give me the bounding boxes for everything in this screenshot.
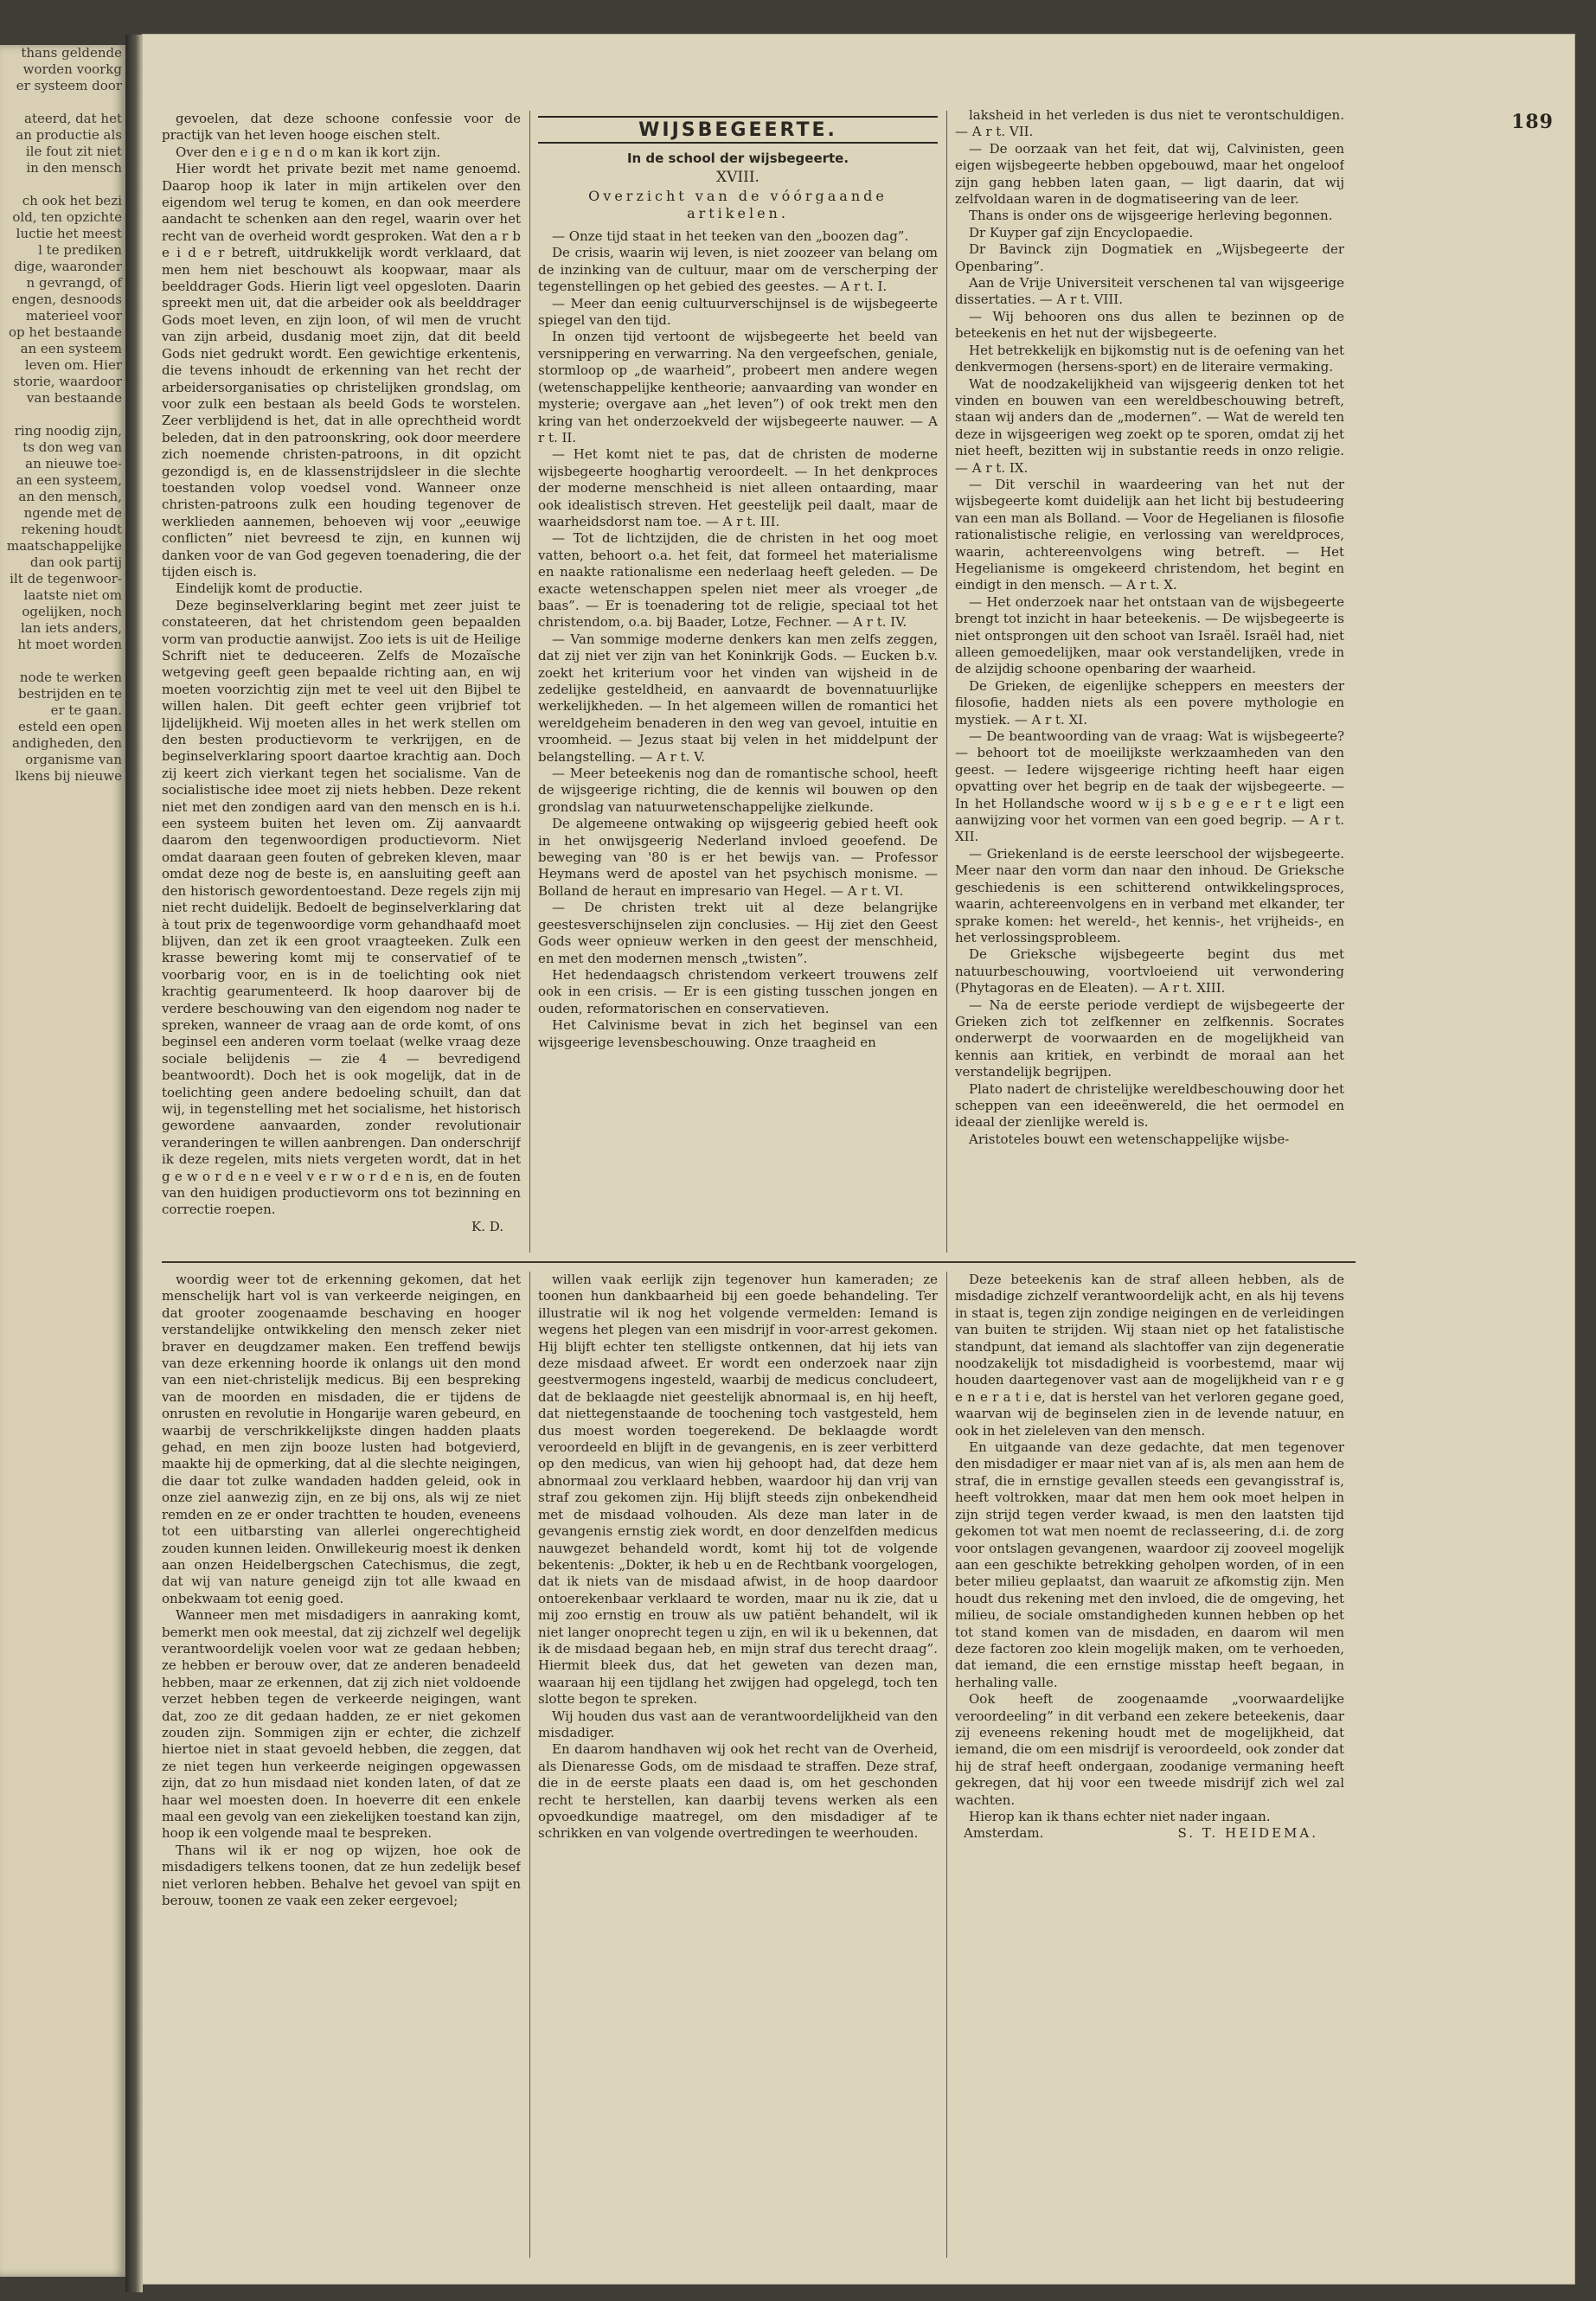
previous-page-fragment: an een systeem — [20, 341, 122, 356]
previous-page-fragment: thans geldende — [21, 45, 122, 61]
criminology-paragraph: Wanneer men met misdadigers in aanraking komt, bemerkt men ook meestal, dat zij zichzelf wel degelijk verantwoordelijk voelen voor wat ze gedaan hebben; ze hebben er berouw over, dat ze anderen benadeeld hebben, maar ze erkennen, dat zij zich niet voldoende verzet hebben tegen de verkeerde neigingen, want dat, zoo ze dit gedaan hadden, ze er niet gekomen zouden zijn. Sommigen zijn er echter, die zichzelf hiertoe niet in staat gevoeld hebben, die zeggen, dat ze niet tegen hun verkeerde neigingen opgewassen zijn, dat zo hun misdaad niet konden laten, of dat ze haar wel moesten doen. In hoeverre dit een enkele maal een gevolg van een ziekelijken toestand kan zijn, hoop ik een volgende maal te bespreken. — [162, 1607, 521, 1842]
author-signature-heidema — [955, 1825, 1344, 1842]
article-heading: Overzicht van de vóórgaande artikelen. — [588, 188, 888, 221]
previous-page-fragment: l te prediken — [38, 242, 122, 258]
wijsbegeerte-cont-paragraph: — Wij behooren ons dus allen te bezinnen op de beteekenis en het nut der wijsbegeerte. — [955, 308, 1344, 342]
criminology-paragraph: Hierop kan ik thans echter niet nader ingaan. — [969, 1809, 1271, 1824]
criminology-paragraph: Wij houden dus vast aan de verantwoordelijkheid van den misdadiger. — [538, 1708, 938, 1740]
criminology-paragraph: En daarom handhaven wij ook het recht van de Overheid, als Dienaresse Gods, om de misdaad te straffen. Deze straf, die in de eerste plaats een daad is, om het geschonden recht te herstellen, kan daarbij tevens werken als een opvoedkundige maatregel, om den misdadiger af te schrikken en van volgende overtredingen te weerhouden. — [538, 1741, 938, 1842]
previous-page-fragment: storie, waardoor — [13, 374, 122, 389]
wijsbegeerte-cont-paragraph: Aan de Vrije Universiteit verschenen tal van wijsgeerige dissertaties. — A r t. VIII. — [955, 275, 1344, 308]
previous-page-fragment: ogelijken, noch — [22, 604, 122, 619]
column-divider — [946, 1272, 947, 2258]
previous-page-fragment: in den mensch — [26, 160, 122, 176]
article-subtitle: In de school der wijsbegeerte. — [626, 151, 849, 167]
previous-page-fragment: dan ook partij — [29, 554, 122, 570]
previous-page-fragment — [0, 94, 125, 111]
previous-page-fragment — [0, 653, 125, 670]
wijsbegeerte-cont-paragraph: — Het onderzoek naar het ontstaan van de wijsbegeerte brengt tot inzicht in haar beteekenis. — De wijsbegeerte is niet ontsprongen uit den schoot van Israël. Israël had, niet alleen gemoedelijken, maar ook verstandelijken, vrede in de alzijdig schoone openbaring der waarheid. — [955, 593, 1344, 677]
previous-page-fragment: an nieuwe toe- — [25, 456, 122, 471]
previous-page-fragment: bestrijden en te — [18, 686, 122, 702]
previous-page-fragment: esteld een open — [18, 719, 122, 734]
production-paragraph: Deze beginselverklaring begint met zeer juist te constateeren, dat het christendom geen bepaalden vorm van productie aanwijst. Zoo iets is uit de Heilige Schrift niet te deduceeren. Zelfs de Mozaïsche wetgeving geeft geen bepaalde richting aan, en wij moeten voorzichtig zijn met te veel uit den Bijbel te willen halen. Dit geeft echter geen vrijbrief tot lijdelijkheid. Wij moeten alles in het werk stellen om den besten productievorm te verkrijgen, en de beginselverklaring spoort daartoe krachtig aan. Doch zij keert zich vierkant tegen het socialisme. Van de socialistische idee moet zij niets hebben. Deze rekent niet met den zondigen aard van den mensch en is h.i. een systeem buiten het leven om. Zij aanvaardt daarom den tegenwoordigen productievorm. Niet omdat daaraan geen fouten of gebreken kleven, maar omdat deze nog de beste is, en aansluiting geeft aan den historisch gewordentoestand. Deze regels zijn mij niet recht duidelijk. Bedoelt de beginselverklaring dat à tout prix de tegenwoordige vorm gehandhaafd moet blijven, dan zet ik een groot vraagteeken. Zulk een krasse bewering komt mij te conservatief of te voorbarig voor, en is in de toelichting ook niet krachtig gearumenteerd. Ik hoop daarover bij de verdere beschouwing van den eigendom nog nader te spreken, wanneer de vraag aan de orde komt, of ons beginsel een anderen vorm toelaat (welke vraag deze sociale belijdenis — zie 4 — bevredigend beantwoordt). Doch het is ook mogelijk, dat in de toelichting geen andere bedoeling schuilt, dan dat wij, in tegenstelling met het socialisme, het historisch gewordene aanvaarden, zonder revolutionair veranderingen te willen aanbrengen. Dan onderschrijf ik deze regelen, mits niets vergeten wordt, dat in het g e w o r d e n e veel v e r w o r d e n is, en de fouten van den huidigen productievorm ons tot bezinning en correctie roepen. — [162, 597, 521, 1218]
wijsbegeerte-cont-paragraph: De Grieksche wijsbegeerte begint dus met natuurbeschouwing, voortvloeiend uit verwondering (Phytagoras en de Eleaten). — A r t. XIII. — [955, 946, 1344, 997]
column-criminology-part2 — [538, 1272, 938, 2266]
wijsbegeerte-paragraph: — Tot de lichtzijden, die de christen in het oog moet vatten, behoort o.a. het feit, dat formeel het materialisme en naakte rationalisme een nederlaag heeft geleden. — De exacte wetenschappen spelen niet meer als vroeger „de baas”. — Er is toenadering tot de religie, speciaal tot het christendom, o.a. bij Baader, Lotze, Fechner. — A r t. IV. — [538, 530, 938, 631]
wijsbegeerte-cont-paragraph: Aristoteles bouwt een wetenschappelijke wijsbe- — [969, 1131, 1290, 1147]
previous-page-fragment: er te gaan. — [50, 702, 122, 718]
criminology-paragraph: En uitgaande van deze gedachte, dat men tegenover den misdadiger er maar niet van af is, als men aan hem de straf, die in ernstige gevallen steeds een gevangisstraf is, heeft voltrokken, maar dat men hem ook moet helpen in zijn strijd tegen verder kwaad, is men den laatsten tijd gekomen tot wat men noemt de reclasseering, d.i. de zorg voor ontslagen gevangenen, waardoor zij zooveel mogelijk aan een geschikte betrekking geholpen worden, of in een beter milieu geplaatst, dan waaruit ze afkomstig zijn. Men houdt dus rekening met den invloed, die de omgeving, het milieu, de sociale omstandigheden kunnen hebben op het tot stand komen van de misdaden, en daarom wil men deze factoren zoo klein mogelijk maken, om te verhoeden, dat iemand, die een ernstige misstap heeft begaan, in herhaling valle. — [955, 1439, 1344, 1690]
previous-page-fragment: lkens bij nieuwe — [15, 768, 122, 784]
wijsbegeerte-paragraph: Het Calvinisme bevat in zich het beginsel van een wijsgeerige levensbeschouwing. Onze traagheid en — [538, 1017, 938, 1050]
column-criminology-part3 — [955, 1272, 1344, 2266]
previous-page-fragment: worden voorkg — [22, 61, 122, 77]
wijsbegeerte-paragraph: — Het komt niet te pas, dat de christen de moderne wijsbegeerte hooghartig veroordeelt. — In het denkproces der moderne menschheid is niet alleen ontaarding, maar ook idealistisch streven. Het geestelijk peil daalt, maar de waarheidsdorst nam toe. — A r t. III. — [538, 446, 938, 529]
previous-page-fragment: luctie het meest — [16, 226, 122, 241]
wijsbegeerte-paragraph: — Meer beteekenis nog dan de romantische school, heeft de wijsgeerige richting, die de kennis wil bouwen op den grondslag van natuurwetenschappelijke zielkunde. — [538, 766, 938, 815]
wijsbegeerte-paragraph: — Meer dan eenig cultuurverschijnsel is de wijsbegeerte spiegel van den tijd. — [538, 295, 938, 329]
page-number: 189 — [1511, 111, 1554, 133]
previous-page-edge — [0, 45, 125, 2277]
criminology-paragraph: Thans wil ik er nog op wijzen, hoe ook de misdadigers telkens toonen, dat ze hun zedelijk besef niet verloren hebben. Behalve het gevoel van spijt en berouw, toonen ze vaak een zeker eergevoel; — [162, 1842, 521, 1909]
previous-page-fragment: old, ten opzichte — [12, 209, 122, 225]
previous-page-fragment: leven om. Hier — [24, 357, 122, 373]
column-divider — [946, 111, 947, 1253]
article-number: XVIII. — [716, 168, 760, 186]
criminology-paragraph: woordig weer tot de erkenning gekomen, dat het menschelijk hart vol is van verkeerde neigingen, en dat grooter zoogenaamde beschaving en hooger verstandelijke ontwikkeling den mensch zeker niet braver en deugdzamer maken. Een treffend bewijs van deze erkenning hoorde ik onlangs uit den mond van een niet-christelijk medicus. Bij een bespreking van de moorden en misdaden, die er tijdens de onrusten en revolutie in Hongarije waren gebeurd, en waarbij de verschrikkelijkste dingen hadden plaats gehad, en men zijn booze lusten had botgevierd, maakte hij de opmerking, dat al die slechte neigingen, die daar tot zulke wandaden hadden geleid, ook in onze ziel aanwezig zijn, en ze bij ons, als wij ze niet remden en ze er onder trachtten te houden, eveneens tot een uitbarsting van allerlei ongerechtigheid zouden kunnen leiden. Onwillekeurig moest ik denken aan onzen Heidelbergschen Catechismus, die zegt, dat wij van nature geneigd zijn tot alle kwaad en onbekwaam tot eenig goed. — [162, 1272, 521, 1606]
column-divider — [529, 111, 530, 1253]
wijsbegeerte-cont-paragraph: — Dit verschil in waardeering van het nut der wijsbegeerte komt duidelijk aan het licht bij bestudeering van een man als Bolland. — Voor de Hegelianen is filosofie rationalistische religie, en verlossing van wereldproces, waarin, achtereenvolgens wing betreft. — Het Hegelianisme is omgekeerd christendom, het begint en eindigt in den mensch. — A r t. X. — [955, 476, 1344, 593]
previous-page-fragment: ile fout zit niet — [25, 144, 122, 159]
wijsbegeerte-cont-paragraph: — Griekenland is de eerste leerschool der wijsbegeerte. Meer naar den vorm dan naar den inhoud. De Grieksche geschiedenis is een schitterend ontwikkelingsproces, waarin, achtereenvolgens en in verband met elkander, ter sprake komen: het wereld-, het kennis-, het vrijheids-, en het verlossingsprobleem. — [955, 845, 1344, 945]
signature-name: S. T. HEIDEMA. — [1177, 1825, 1318, 1842]
wijsbegeerte-paragraph: De algemeene ontwaking op wijsgeerig gebied heeft ook in het onwijsgeerig Nederland invloed geoefend. De beweging van '80 is er het bewijs van. — Professor Heymans werd de apostel van het psychisch monisme. — Bolland de heraut en impresario van Hegel. — A r t. VI. — [538, 816, 938, 899]
signature-place: Amsterdam. — [964, 1825, 1044, 1842]
criminology-paragraph: Ook heeft de zoogenaamde „voorwaardelijke veroordeeling” in dit verband een zekere beteekenis, daar zij eveneens rekening houdt met de mogelijkheid, dat iemand, die om een misdrijf is veroordeeld, ook zonder dat hij de straf heeft ondergaan, zoodanige vermaning heeft gekregen, dat hij voor een tweede misdrijf zich wel zal wachten. — [955, 1691, 1344, 1808]
wijsbegeerte-cont-paragraph: Wat de noodzakelijkheid van wijsgeerig denken tot het vinden en bouwen van een wereldbeschouwing betreft, staan wij anders dan de „modernen”. — Wat de wereld ten deze in wijsgeerigen weg zoekt op te sporen, omdat zij het niet heeft, bezitten wij in substantie reeds in onzo religie. — A r t. IX. — [955, 375, 1344, 476]
previous-page-fragment: maatschappelijke — [6, 538, 122, 554]
section-title-wijsbegeerte: WIJSBEGEERTE. — [538, 116, 938, 144]
previous-page-fragment: dige, waaronder — [14, 259, 122, 274]
previous-page-fragment: andigheden, den — [12, 735, 122, 751]
wijsbegeerte-cont-paragraph: — Na de eerste periode verdiept de wijsbegeerte der Grieken zich tot zelfkenner en zelfkennis. Socrates onderwerpt de voorwaarden en de mogelijkheid van kennis aan kritiek, en verbindt de moraal aan het verstandelijk begrijpen. — [955, 997, 1344, 1080]
book-gutter — [125, 35, 143, 2292]
column-production-article — [162, 111, 521, 1235]
previous-page-fragment: van bestaande — [26, 390, 122, 406]
previous-page-fragment: er systeem door — [16, 78, 122, 93]
wijsbegeerte-cont-paragraph: Dr Kuyper gaf zijn Encyclopaedie. — [969, 224, 1194, 240]
previous-page-fragment: ilt de tegenwoor- — [10, 571, 122, 586]
previous-page-fragment: node te werken — [19, 670, 122, 685]
wijsbegeerte-paragraph: — De christen trekt uit al deze belangrijke geestesverschijnselen zijn conclusies. — Hij ziet den Geest Gods weer opnieuw werken in den geest der menschheid, en met den modernen mensch „twisten”. — [538, 900, 938, 966]
author-signature-kd: K. D. — [471, 1218, 503, 1234]
previous-page-fragment: ht moet worden — [17, 637, 122, 652]
previous-page-fragment: engen, desnoods — [11, 292, 122, 307]
previous-page-fragment: lan iets anders, — [20, 620, 122, 636]
wijsbegeerte-paragraph: — Onze tijd staat in het teeken van den „boozen dag”. — [552, 228, 909, 245]
previous-page-fragment: ngende met de — [23, 505, 122, 521]
wijsbegeerte-cont-paragraph: Dr Bavinck zijn Dogmatiek en „Wijsbegeerte der Openbaring”. — [955, 241, 1344, 274]
previous-page-fragment: an een systeem, — [16, 472, 122, 488]
previous-page-fragment: ateerd, dat het — [24, 111, 122, 126]
wijsbegeerte-paragraph: Het hedendaagsch christendom verkeert trouwens zelf ook in een crisis. — Er is een gisting tusschen jongen en ouden, reformatorischen en conservatieven. — [538, 966, 938, 1016]
wijsbegeerte-cont-paragraph: — De beantwoording van de vraag: Wat is wijsbegeerte? — behoort tot de moeilijkste werkzaamheden van den geest. — Iedere wijsgeerige richting heeft haar eigen opvatting over het begrip en de taak der wijsbegeerte. — In het Hollandsche woord w ij s b e g e e r t e ligt een aanwijzing voor het vormen van een goed begrip. — A r t. XII. — [955, 728, 1344, 845]
wijsbegeerte-cont-paragraph: Plato nadert de christelijke wereldbeschouwing door het scheppen van een ideeënwereld, die het oermodel en ideaal der zienlijke wereld is. — [955, 1080, 1344, 1131]
previous-page-fragment: ts don weg van — [22, 439, 122, 455]
production-paragraph: Hier wordt het private bezit met name genoemd. Daarop hoop ik later in mijn artikelen over den eigendom wel terug te komen, en dan ook meerdere aandacht te schenken aan den regel, waarin over het recht van de overheid wordt gesproken. Wat den a r b e i d e r betreft, uitdrukkelijk wordt verklaard, dat men hem niet beschouwt als koopwaar, maar als beelddrager Gods. Hierin ligt veel opgesloten. Daarin spreekt men uit, dat die arbeider ook als beelddrager Gods moet leven, en zijn loon, of wil men de vrucht van zijn arbeid, dusdanig moet zijn, dat dit beeld Gods niet gedrukt wordt. Een gewichtige erkentenis, die tevens inhoudt de erkenning van het recht der arbeidersorganisaties op christelijken grondslag, om voor zulk een bestaan als beeld Gods te worstelen. Zeer verblijdend is het, dat in alle oprechtheid wordt beleden, dat in den patroonskring, ook door meerdere zich noemende christen-patroons, in dit opzicht gezondigd is, en de klassenstrijdsleer in die slechte toestanden volop voedsel vond. Wanneer onze christen-patroons zulk een houding tegenover de werklieden aannemen, behoeven wij voor „eeuwige conflicten” niet bevreesd te zijn, en kunnen wij danken voor de van God gegeven toenadering, die der tijden eisch is. — [162, 161, 521, 580]
previous-page-fragment: ch ook het bezi — [22, 193, 122, 208]
previous-page-fragment: an den mensch, — [18, 489, 122, 504]
wijsbegeerte-cont-paragraph: Thans is onder ons de wijsgeerige herleving begonnen. — [969, 208, 1333, 224]
previous-page-fragment: laatste niet om — [23, 587, 122, 603]
production-paragraph: Over den e i g e n d o m kan ik kort zijn. — [176, 144, 441, 160]
column-wijsbegeerte-continued — [955, 107, 1344, 1258]
column-divider — [529, 1272, 530, 2258]
previous-page-fragment: organisme van — [25, 752, 122, 767]
wijsbegeerte-cont-paragraph: De Grieken, de eigenlijke scheppers en meesters der filosofie, hadden niets als een povere mythologie en mystiek. — A r t. XI. — [955, 677, 1344, 727]
wijsbegeerte-cont-paragraph: — De oorzaak van het feit, dat wij, Calvinisten, geen eigen wijsbegeerte hebben opgebouwd, maar het ongeloof zijn gang hebben laten gaan, — ligt daarin, dat wij zelfvoldaan waren in de dogmatiseering van de leer. — [955, 140, 1344, 208]
previous-page-fragment: op het bestaande — [9, 324, 122, 340]
previous-page-fragment: rekening houdt — [21, 522, 122, 537]
wijsbegeerte-paragraph: In onzen tijd vertoont de wijsbegeerte het beeld van versnippering en verwarring. Na den vergeefschen, geniale, stormloop op „de waarheid”, probeert men andere wegen (wetenschappelijke kentheorie; aanvaarding van wonder en mysterie; overgave aan „het leven”) of ook trekt men den kring van het onderzoekveld der wijsbegeerte nauwer. — A r t. II. — [538, 329, 938, 445]
previous-page-fragment: materieel voor — [25, 308, 122, 324]
previous-page-fragment: an productie als — [16, 127, 122, 143]
criminology-paragraph: willen vaak eerlijk zijn tegenover hun kameraden; ze toonen hun dankbaarheid bij een goede behandeling. Ter illustratie wil ik nog het volgende vermelden: Iemand is wegens het plegen van een misdrijf in voor-arrest gekomen. Hij blijft echter ten stelligste ontkennen, dat hij iets van deze misdaad afweet. Er wordt een onderzoek naar zijn geestvermogens ingesteld, waarbij de medicus concludeert, dat de beklaagde niet geestelijk abnormaal is, en hij heeft, dat niettegenstaande de toochening toch vastgesteld, hem dus moest worden toegerekend. De beklaagde wordt veroordeeld en blijft in de gevangenis, en is zeer verbitterd op den medicus, van wien hij gehoopt had, dat deze hem abnormaal zou verklaard hebben, waardoor hij dan vrij van straf zou gekomen zijn. Hij blijft steeds zijn onbekendheid met de misdaad volhouden. Als deze man later in de gevangenis ernstig ziek wordt, en door denzelfden medicus nauwgezet behandeld wordt, komt hij tot de volgende bekentenis: „Dokter, ik heb u en de Rechtbank voorgelogen, dat ik niets van de misdaad afwist, in de hoop daardoor ontoerekenbaar verklaard te worden, maar nu ik zie, dat u mij zoo ernstig en trouw als uw patiënt behandelt, wil ik niet langer onoprecht tegen u zijn, en wil ik u bekennen, dat ik de misdaad begaan heb, en mijn straf dus terecht draag”. Hiermit bleek dus, dat het geweten van dezen man, waaraan hij een tijdlang het zwijgen had opgelegd, toch ten slotte begon te spreken. — [538, 1272, 938, 1708]
wijsbegeerte-paragraph: De crisis, waarin wij leven, is niet zoozeer van belang om de inzinking van de cultuur, maar om de verscherping der tegenstellingen op het gebied des geestes. — A r t. I. — [538, 245, 938, 295]
newspaper-page — [143, 35, 1574, 2284]
column-criminology-part1 — [162, 1272, 521, 2266]
wijsbegeerte-paragraph: — Van sommige moderne denkers kan men zelfs zeggen, dat zij niet ver zijn van het Koninkrijk Gods. — Eucken b.v. zoekt het kriterium voor het vinden van wijsheid in de zedelijke gesteldheid, en aanvaardt de bovennatuurlijke werkelijkheden. — In het algemeen willen de romantici het wereldgeheim benaderen in den weg van gevoel, intuitie en vroomheid. — Jezus staat bij velen in het middelpunt der belangstelling. — A r t. V. — [538, 631, 938, 765]
wijsbegeerte-cont-paragraph: Het betrekkelijk en bijkomstig nut is de oefening van het denkvermogen (hersens-sport) en de literaire vermaking. — [955, 342, 1344, 375]
previous-page-fragment: n gevrangd, of — [26, 275, 122, 291]
wijsbegeerte-cont-paragraph: laksheid in het verleden is dus niet te verontschuldigen. — A r t. VII. — [955, 107, 1344, 140]
previous-page-fragment: ring noodig zijn, — [14, 423, 122, 439]
production-paragraph: gevoelen, dat deze schoone confessie voor de practijk van het leven hooge eischen stelt. — [162, 111, 521, 144]
horizontal-rule — [162, 1261, 1356, 1263]
previous-page-fragment — [0, 407, 125, 423]
previous-page-fragment — [0, 176, 125, 193]
criminology-paragraph: Deze beteekenis kan de straf alleen hebben, als de misdadige zichzelf verantwoordelijk acht, en als hij tevens in staat is, tegen zijn zondige neigingen en de verleidingen van buiten te strijden. Wij staan niet op het fatalistische standpunt, dat iemand als slachtoffer van zijn degeneratie noodzakelijk tot misdadigheid is voorbestemd, maar wij houden daartegenover vast aan de mogelijkheid van r e g e n e r a t i e, dat is herstel van het verloren gegane goed, waarvan wij de beginselen zien in de levende natuur, en ook in het zieleleven van den mensch. — [955, 1272, 1344, 1439]
production-paragraph: Eindelijk komt de productie. — [176, 580, 363, 597]
column-wijsbegeerte — [538, 114, 938, 1247]
